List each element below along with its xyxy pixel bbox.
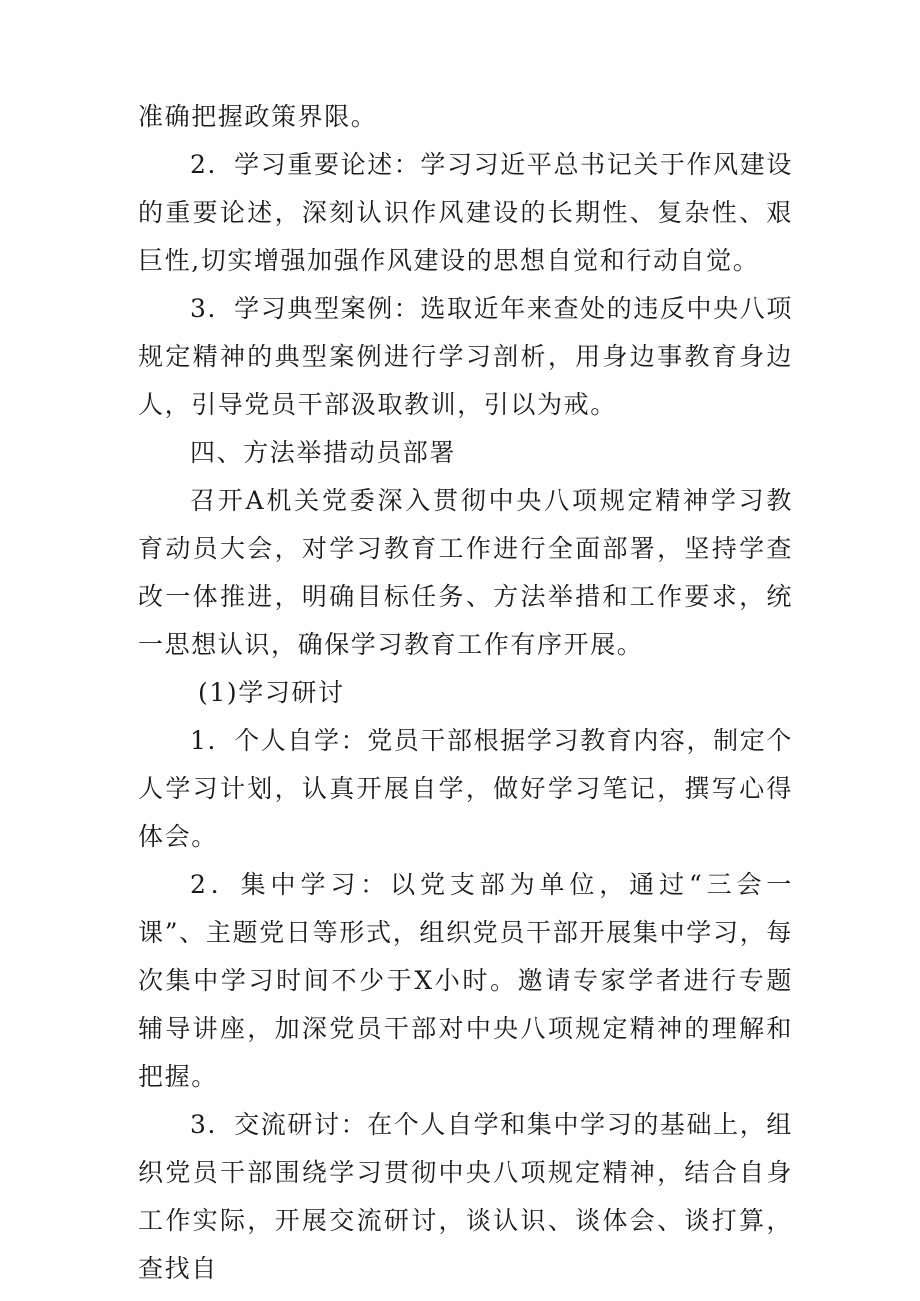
paragraph-group-study: 2．集中学习：以党支部为单位，通过“三会一课”、主题党日等形式，组织党员干部开展集中学习，每次集中学习时间不少于X小时。邀请专家学者进行专题辅导讲座，加深党员干部对中央八项规定精神的理解和把握。 [138,870,793,1091]
paragraph-self-study: 1．个人自学：党员干部根据学习教育内容，制定个人学习计划，认真开展自学，做好学习笔记，撰写心得体会。 [138,726,793,851]
paragraph-continuation: 准确把握政策界限。 [138,102,378,131]
paragraph-mobilization-meeting: 召开A机关党委深入贯彻中央八项规定精神学习教育动员大会，对学习教育工作进行全面部署，坚持学查改一体推进，明确目标任务、方法举措和工作要求，统一思想认识，确保学习教育工作有序开展。 [138,486,793,659]
paragraph-study-typical-cases: 3．学习典型案例：选取近年来查处的违反中央八项规定精神的典型案例进行学习剖析，用身边事教育身边人，引导党员干部汲取教训，引以为戒。 [138,294,793,419]
document-body [138,93,793,1293]
subheading-study-discussion: (1)学习研讨 [198,678,345,707]
paragraph-exchange-discussion: 3．交流研讨：在个人自学和集中学习的基础上，组织党员干部围绕学习贯彻中央八项规定精神，结合自身工作实际，开展交流研讨，谈认识、谈体会、谈打算，查找自 [138,1110,793,1283]
section-heading-methods: 四、方法举措动员部署 [190,438,457,467]
paragraph-study-important-discourse: 2．学习重要论述：学习习近平总书记关于作风建设的重要论述，深刻认识作风建设的长期性、复杂性、艰巨性,切实增强加强作风建设的思想自觉和行动自觉。 [138,150,793,275]
